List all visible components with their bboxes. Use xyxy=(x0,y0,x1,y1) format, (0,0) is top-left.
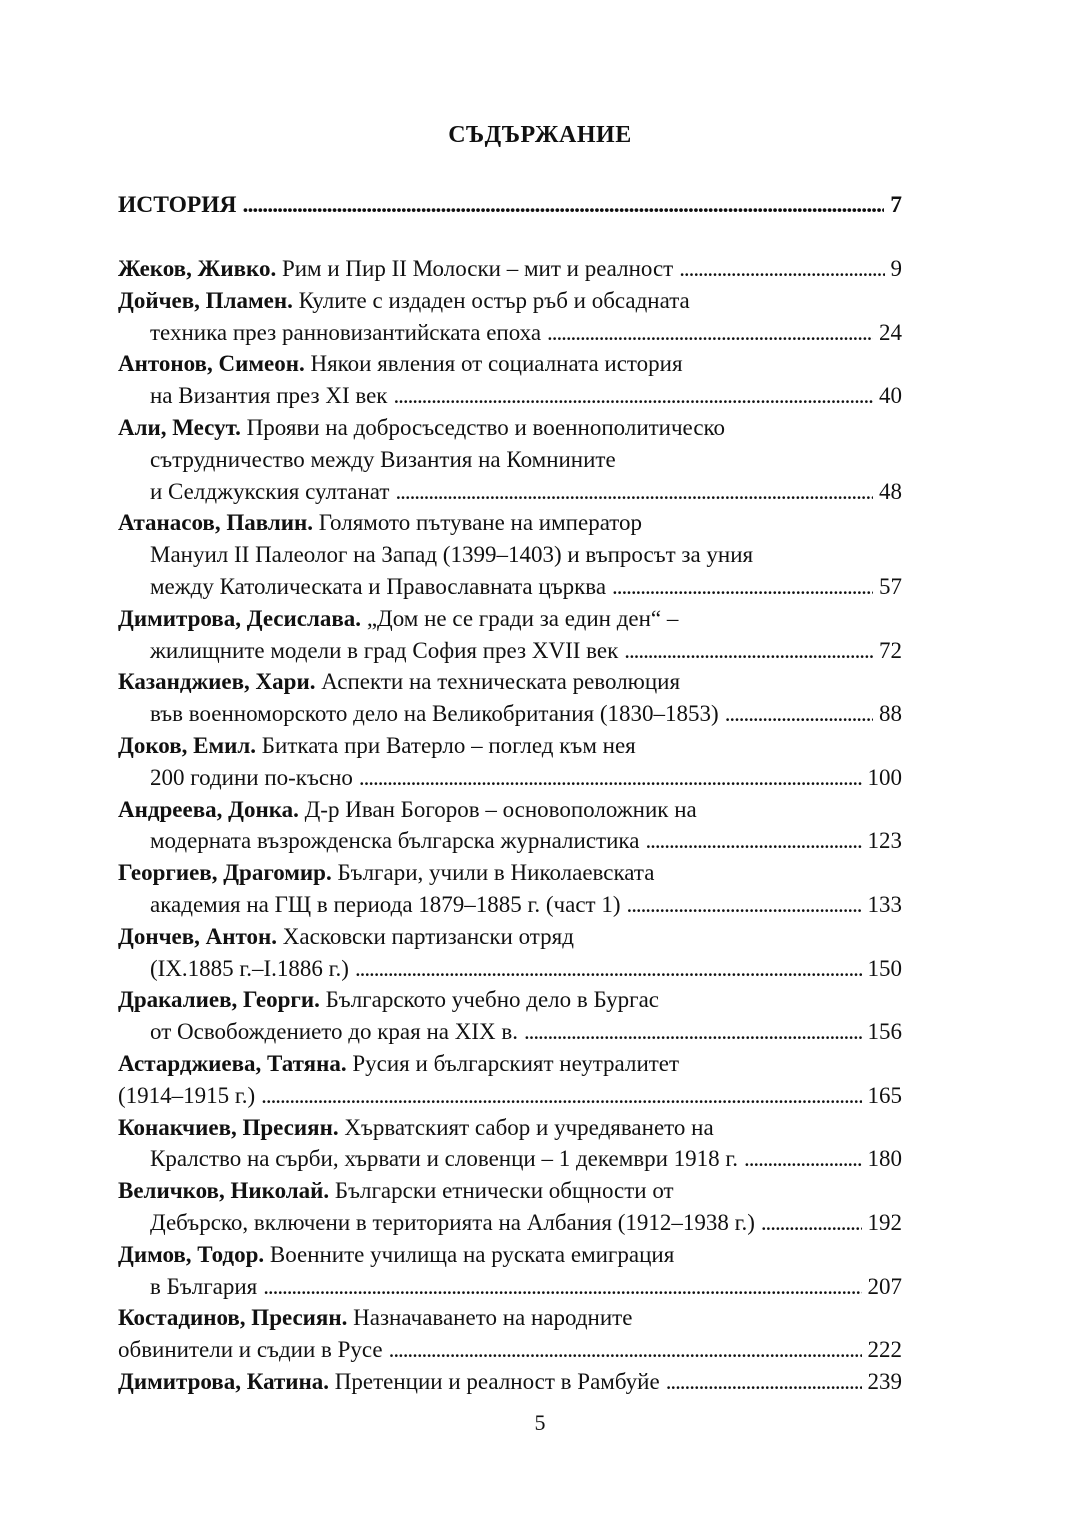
toc-entry[interactable] xyxy=(118,1115,902,1147)
entry-page: 180 xyxy=(867,1146,902,1172)
entry-title: 200 години по-късно xyxy=(150,764,353,790)
entry-text xyxy=(150,574,606,600)
entry-author: Димов, Тодор. xyxy=(118,1241,265,1267)
entry-text xyxy=(150,701,719,727)
entry-title: Някои явления от социалната история xyxy=(310,351,683,377)
toc-entry-continuation[interactable] xyxy=(118,956,902,988)
entry-author: Андреева, Донка. xyxy=(118,796,299,822)
entry-author: Дончев, Антон. xyxy=(118,923,278,949)
leader-dots xyxy=(261,1083,861,1109)
entry-title: жилищните модели в град София през XVII век xyxy=(150,637,619,663)
leader-dots xyxy=(666,1369,862,1395)
entry-title: техника през ранновизантийската епоха xyxy=(150,319,542,345)
entry-title: Прояви на добросъседство и военнополитическо xyxy=(246,414,726,440)
entry-text xyxy=(150,956,349,982)
entry-author: Доков, Емил. xyxy=(118,732,257,758)
entry-page: 207 xyxy=(867,1273,902,1299)
toc-entry-continuation[interactable] xyxy=(118,638,902,670)
entry-page: 123 xyxy=(867,828,902,854)
leader-dots xyxy=(627,892,862,918)
toc-entry[interactable] xyxy=(118,669,902,701)
entry-text xyxy=(118,733,636,759)
leader-dots xyxy=(761,1210,862,1236)
entry-title: (IX.1885 г.–I.1886 г.) xyxy=(150,955,349,981)
toc-entry[interactable] xyxy=(118,256,902,288)
entry-text xyxy=(118,669,680,695)
entry-text xyxy=(150,1019,518,1045)
entry-author: Дракалиев, Георги. xyxy=(118,987,320,1013)
leader-dots xyxy=(524,1019,862,1045)
entry-title: във военноморското дело на Великобритания (1830–1853) xyxy=(150,701,719,727)
entry-title: Българското учебно дело в Бургас xyxy=(325,987,659,1013)
entry-text xyxy=(150,479,389,505)
entry-text xyxy=(118,510,642,536)
entry-text xyxy=(118,1083,255,1109)
entry-author: Конакчиев, Пресиян. xyxy=(118,1114,339,1140)
entry-text xyxy=(118,1337,383,1363)
toc-entry-continuation[interactable] xyxy=(118,892,902,924)
entry-text xyxy=(150,383,387,409)
entry-title: Назначаването на народните xyxy=(353,1305,633,1331)
toc-entry-continuation[interactable] xyxy=(118,383,902,415)
entry-author: Жеков, Живко. xyxy=(118,256,277,281)
page-title: СЪДЪРЖАНИЕ xyxy=(448,122,632,148)
entry-author: Дойчев, Пламен. xyxy=(118,287,293,313)
entry-text xyxy=(118,1369,660,1395)
entry-text xyxy=(150,1274,257,1300)
entry-title: сътрудничество между Византия на Комнините xyxy=(150,446,616,472)
toc-entry-continuation[interactable] xyxy=(118,542,902,574)
toc-entry-continuation[interactable] xyxy=(118,1337,902,1369)
leader-dots xyxy=(624,638,873,664)
entry-title: модерната възрожденска българска журналистика xyxy=(150,828,640,854)
toc-entry[interactable] xyxy=(118,797,902,829)
entry-title: Битката при Ватерло – поглед към нея xyxy=(261,732,636,758)
leader-dots xyxy=(359,765,862,791)
toc-entry[interactable] xyxy=(118,733,902,765)
entry-title: Голямото пътуване на император xyxy=(318,510,643,536)
toc-entry[interactable] xyxy=(118,1369,902,1401)
entry-title: Д-р Иван Богоров – основоположник на xyxy=(304,796,697,822)
leader-dots xyxy=(355,956,862,982)
toc-entry[interactable] xyxy=(118,924,902,956)
entry-title: Кулите с издаден остър ръб и обсадната xyxy=(298,287,690,313)
toc-entry-continuation[interactable] xyxy=(118,574,902,606)
entry-text xyxy=(118,288,690,314)
toc-entry-continuation[interactable] xyxy=(118,1083,902,1115)
entry-title: Мануил II Палеолог на Запад (1399–1403) и въпросът за уния xyxy=(150,542,754,568)
entry-text xyxy=(118,1051,679,1077)
entry-text xyxy=(118,924,574,950)
entry-text xyxy=(150,447,616,473)
entry-title: между Католическата и Православната църква xyxy=(150,573,607,599)
entry-page: 40 xyxy=(879,383,902,409)
entry-page: 9 xyxy=(890,256,902,281)
entry-title: Дебърско, включени в територията на Албания (1912–1938 г.) xyxy=(150,1209,755,1235)
entry-title: Кралство на сърби, хървати и словенци – 1 декември 1918 г. xyxy=(150,1146,739,1172)
toc-entry[interactable] xyxy=(118,1242,902,1274)
toc-entry[interactable] xyxy=(118,510,902,542)
entry-page: 100 xyxy=(867,764,902,790)
toc-entry-continuation[interactable] xyxy=(118,1019,902,1051)
entry-title: „Дом не се гради за един ден“ – xyxy=(366,605,679,631)
toc-entry-continuation[interactable] xyxy=(118,1274,902,1306)
toc-entry[interactable] xyxy=(118,987,902,1019)
entry-title: от Освобождението до края на XIX в. xyxy=(150,1019,518,1045)
toc-entry-continuation[interactable] xyxy=(118,447,902,479)
entry-page: 48 xyxy=(879,478,902,504)
toc-entry[interactable] xyxy=(118,288,902,320)
toc-entry[interactable] xyxy=(118,1051,902,1083)
entry-title: Претенции и реалност в Рамбуйе xyxy=(334,1368,660,1394)
entry-text xyxy=(118,1242,674,1268)
entry-text xyxy=(150,1210,755,1236)
entry-page: 133 xyxy=(867,891,902,917)
toc-entries xyxy=(118,256,902,1401)
entry-text xyxy=(150,1146,738,1172)
toc-entry-continuation[interactable] xyxy=(118,479,902,511)
entry-text xyxy=(118,415,725,441)
entry-text xyxy=(118,1178,674,1204)
toc-entry[interactable] xyxy=(118,351,902,383)
section-page: 7 xyxy=(890,192,902,218)
entry-page: 222 xyxy=(867,1337,902,1363)
toc-section-history[interactable] xyxy=(118,192,902,226)
entry-title: Хасковски партизански отряд xyxy=(282,923,574,949)
toc-entry-continuation[interactable] xyxy=(118,701,902,733)
entry-title: в България xyxy=(150,1273,258,1299)
entry-page: 165 xyxy=(867,1082,902,1108)
entry-page: 72 xyxy=(879,637,902,663)
leader-dots xyxy=(393,383,873,409)
toc-entry-continuation[interactable] xyxy=(118,765,902,797)
entry-title: (1914–1915 г.) xyxy=(118,1082,256,1108)
toc-entry-continuation[interactable] xyxy=(118,320,902,352)
entry-text xyxy=(118,1305,632,1331)
entry-text xyxy=(118,256,673,282)
entry-text xyxy=(150,320,541,346)
leader-dots xyxy=(679,256,884,282)
entry-author: Димитрова, Десислава. xyxy=(118,605,362,631)
entry-title: Рим и Пир II Молоски – мит и реалност xyxy=(281,256,674,281)
toc-entry[interactable] xyxy=(118,1178,902,1210)
entry-text xyxy=(118,606,678,632)
toc-entry[interactable] xyxy=(118,860,902,892)
leader-dots xyxy=(395,479,873,505)
entry-title: на Византия през XI век xyxy=(150,383,388,409)
leader-dots xyxy=(744,1146,861,1172)
entry-title: Българи, учили в Николаевската xyxy=(337,860,655,886)
entry-title: Русия и българският неутралитет xyxy=(352,1050,680,1076)
leader-dots xyxy=(389,1337,862,1363)
toc-entry-continuation[interactable] xyxy=(118,1210,902,1242)
entry-author: Атанасов, Павлин. xyxy=(118,510,314,536)
entry-page: 150 xyxy=(867,955,902,981)
entry-author: Астарджиева, Татяна. xyxy=(118,1050,347,1076)
toc-entry-continuation[interactable] xyxy=(118,828,902,860)
leader-dots xyxy=(645,828,861,854)
entry-author: Георгиев, Драгомир. xyxy=(118,860,332,886)
entry-text xyxy=(118,351,683,377)
entry-title: академия на ГЩ в периода 1879–1885 г. (част 1) xyxy=(150,891,621,917)
entry-author: Костадинов, Пресиян. xyxy=(118,1305,348,1331)
entry-title: Хърватският сабор и учредяването на xyxy=(344,1114,714,1140)
entry-author: Антонов, Симеон. xyxy=(118,351,305,377)
leader-dots xyxy=(612,574,873,600)
entry-text xyxy=(150,828,639,854)
entry-text xyxy=(150,542,753,568)
entry-author: Али, Месут. xyxy=(118,414,241,440)
entry-text xyxy=(118,987,659,1013)
toc-entry[interactable] xyxy=(118,415,902,447)
entry-text xyxy=(150,892,621,918)
leader-dots xyxy=(725,701,873,727)
entry-text xyxy=(118,1115,714,1141)
entry-title: обвинители и съдии в Русе xyxy=(118,1337,383,1363)
entry-page: 192 xyxy=(867,1209,902,1235)
leader-dots xyxy=(263,1274,861,1300)
table-of-contents xyxy=(118,192,902,1401)
leader-dots xyxy=(243,192,885,219)
toc-entry-continuation[interactable] xyxy=(118,1146,902,1178)
section-label: ИСТОРИЯ xyxy=(118,192,237,218)
entry-page: 24 xyxy=(879,319,902,345)
entry-text xyxy=(118,797,697,823)
entry-author: Казанджиев, Хари. xyxy=(118,669,316,695)
entry-title: Български етнически общности от xyxy=(334,1178,674,1204)
entry-page: 239 xyxy=(867,1368,902,1394)
entry-page: 57 xyxy=(879,573,902,599)
page-number: 5 xyxy=(534,1410,546,1435)
entry-page: 156 xyxy=(867,1019,902,1045)
entry-text xyxy=(118,860,654,886)
leader-dots xyxy=(547,320,873,346)
toc-entry[interactable] xyxy=(118,606,902,638)
entry-page: 88 xyxy=(879,701,902,727)
entry-title: и Селджукския султанат xyxy=(150,478,390,504)
entry-author: Димитрова, Катина. xyxy=(118,1368,330,1394)
entry-text xyxy=(150,638,618,664)
entry-author: Величков, Николай. xyxy=(118,1178,330,1204)
entry-title: Военните училища на руската емиграция xyxy=(269,1241,675,1267)
entry-title: Аспекти на техническата революция xyxy=(321,669,681,695)
toc-entry[interactable] xyxy=(118,1305,902,1337)
entry-text xyxy=(150,765,353,791)
